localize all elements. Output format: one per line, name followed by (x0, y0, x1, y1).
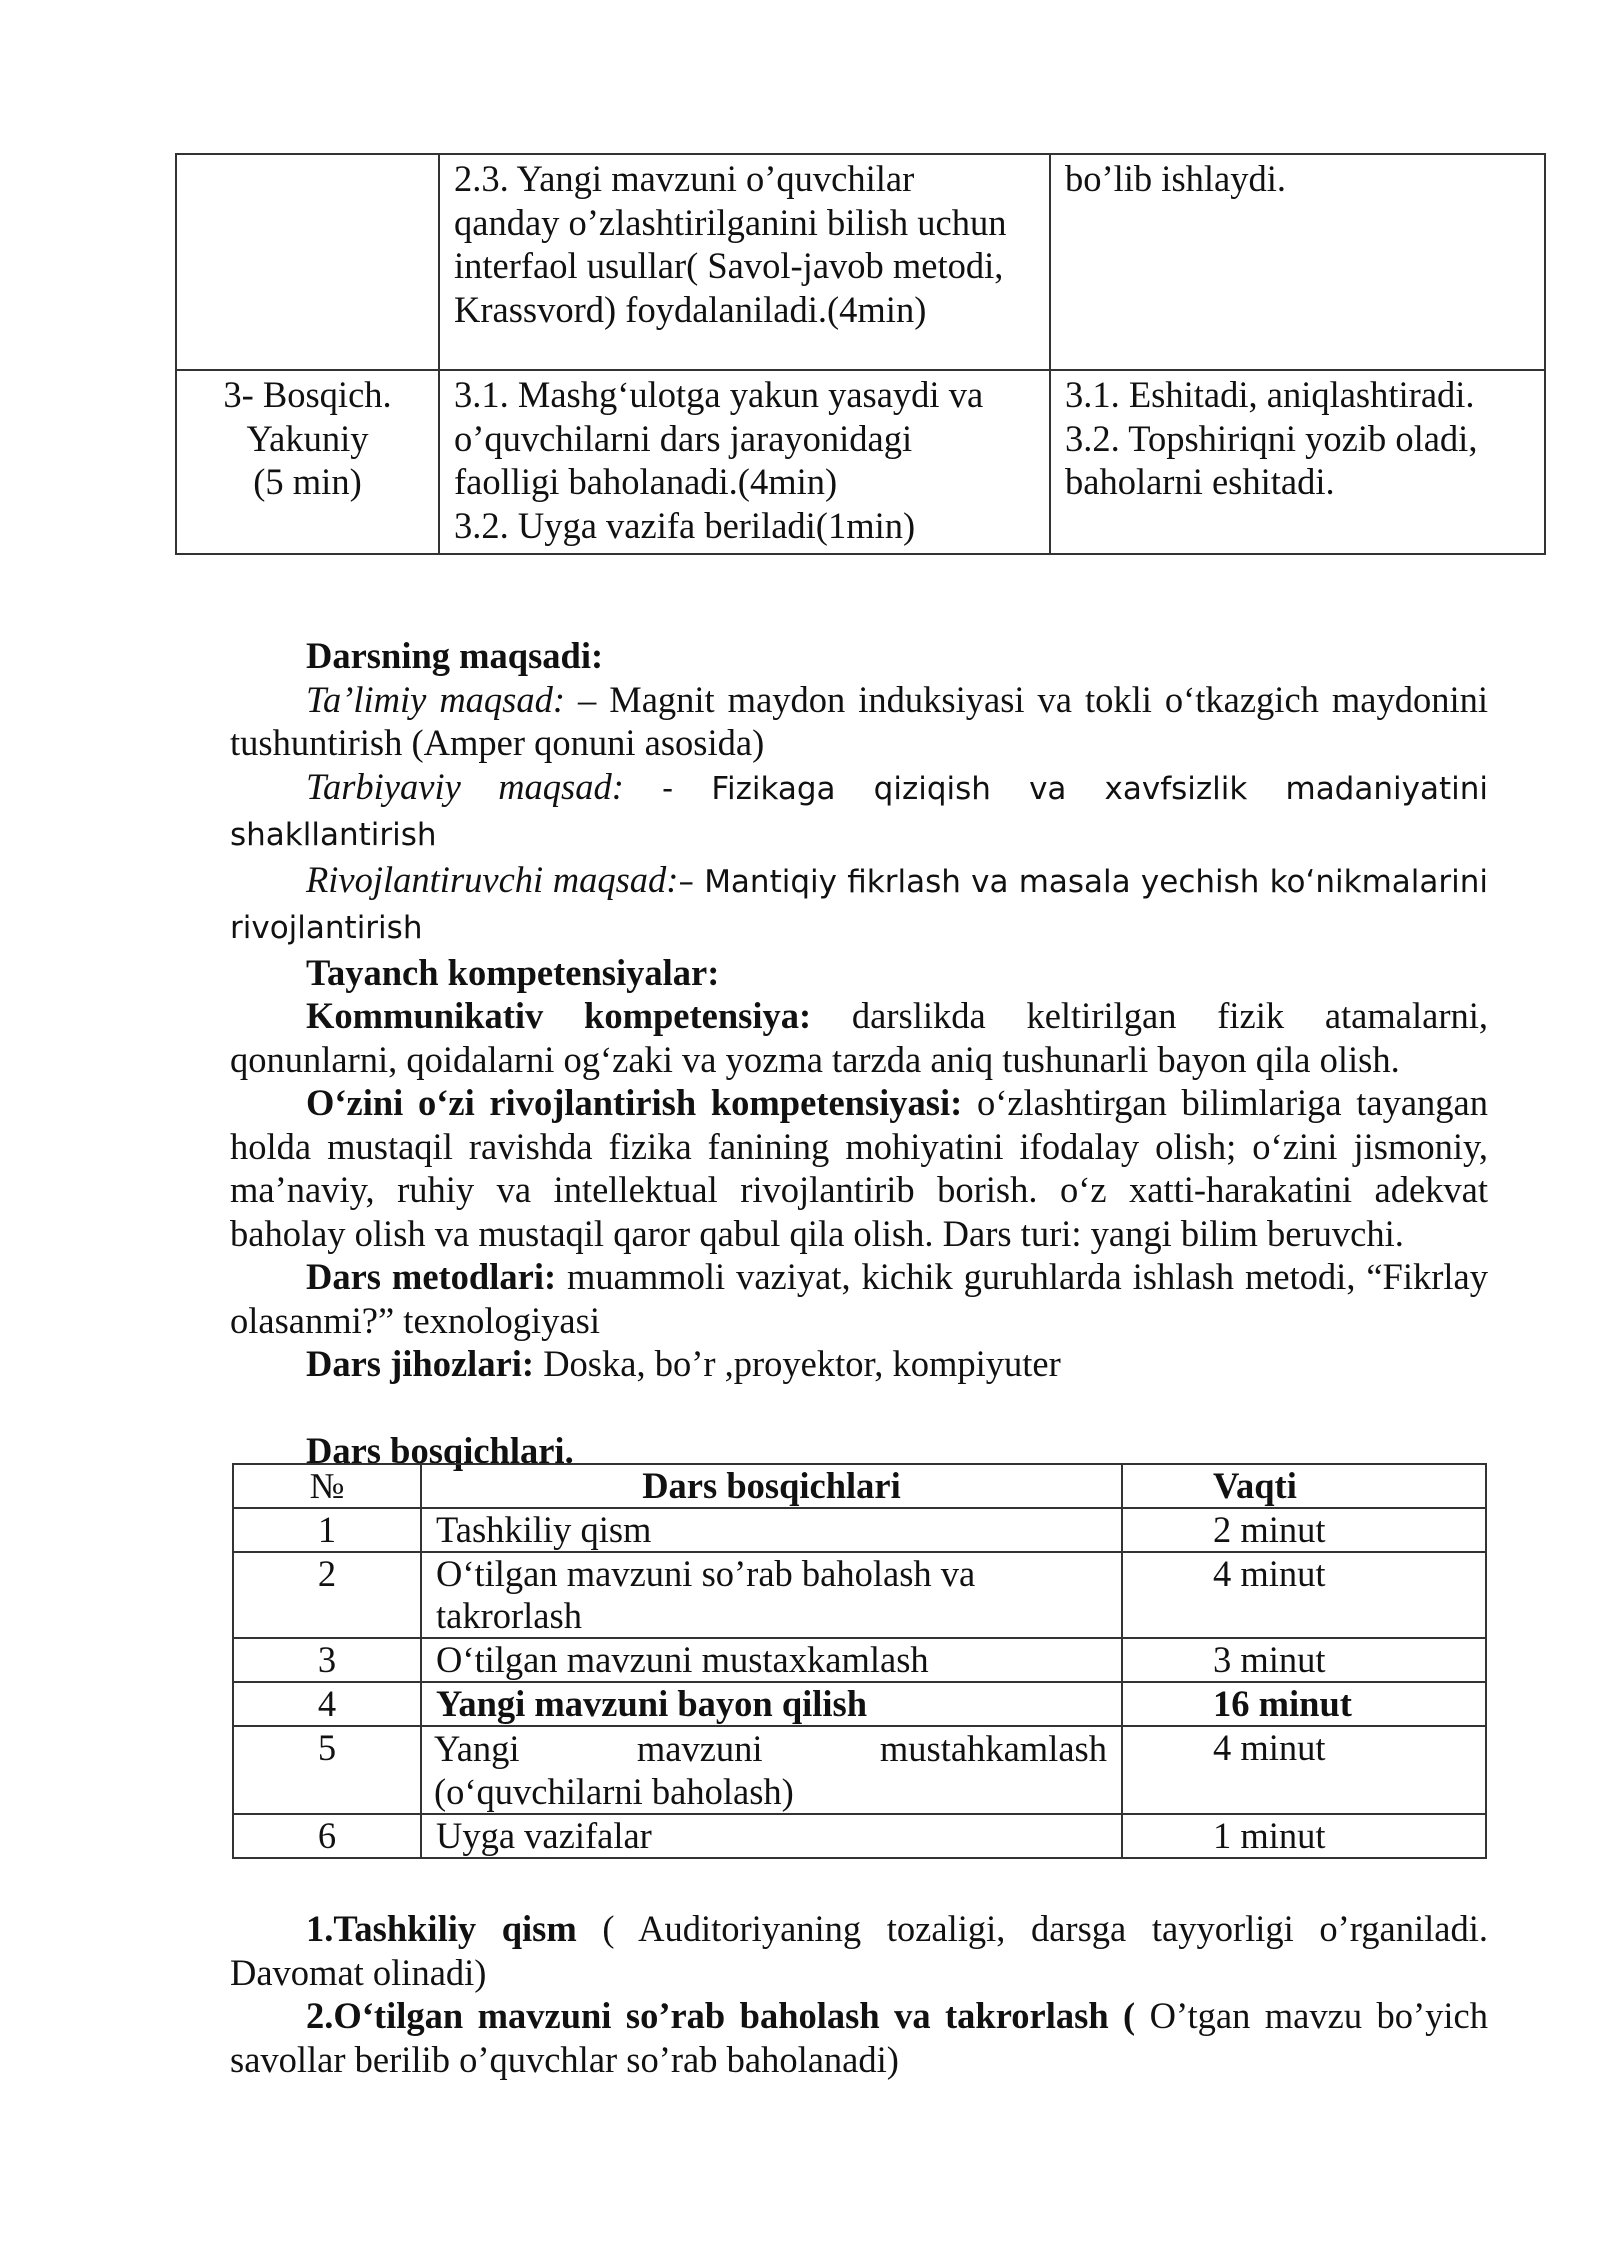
goal-label: Ta’limiy maqsad: (306, 678, 566, 720)
stages-table (232, 1463, 1487, 1859)
column-header: Vaqti (1122, 1464, 1486, 1508)
competency-label: O‘zini o‘zi rivojlantirish kompetensiyasi: (306, 1082, 963, 1123)
section-text: ( Auditoriyaning tozaligi, darsga tayyorligi o’rganiladi. Davomat olinadi) (230, 1908, 1488, 1993)
cell-number: 1 (233, 1508, 421, 1552)
competency-komm (230, 994, 1488, 1081)
goals-heading (230, 634, 1488, 678)
table-header-row (233, 1464, 1486, 1508)
competency-ozini (230, 1081, 1488, 1255)
goal-text: - Fizikaga qiziqish va xavfsizlik madaniyatini shakllantirish (230, 770, 1488, 853)
table-row (176, 154, 1545, 370)
cell-line: Krassvord) foydalaniladi.(4min) (454, 288, 927, 330)
goal-tarbiyaviy (230, 765, 1488, 858)
cell-number: 6 (233, 1814, 421, 1858)
cell-time: 3 minut (1122, 1638, 1486, 1682)
cell-line: Yakuniy (246, 417, 369, 459)
table-cell-student (1050, 154, 1545, 370)
table-row (233, 1682, 1486, 1726)
cell-time: 4 minut (1122, 1552, 1486, 1638)
cell-stage: O‘tilgan mavzuni so’rab baholash va takrorlash (421, 1552, 1122, 1638)
heading-text: Tayanch kompetensiyalar: (306, 951, 720, 993)
goal-text: – Magnit maydon induksiyasi va tokli o‘tkazgich maydonini tushuntirish (Amper qonuni asosida) (230, 678, 1489, 763)
section-otilgan (230, 1994, 1488, 2081)
section-text: O’tgan mavzu bo’yich savollar berilib o’quvchlar so’rab baholanadi) (230, 1995, 1489, 2080)
table-row (233, 1814, 1486, 1858)
goal-rivoj (230, 858, 1488, 951)
cell-line: bo’lib ishlaydi. (1065, 158, 1287, 199)
competency-text: darslikda keltirilgan fizik atamalarni, qonunlarni, qoidalarni og‘zaki va yozma tarzda aniq tushunarli bayon qila olish. (230, 995, 1488, 1080)
cell-stage: Yangi mavzuni bayon qilish (421, 1682, 1122, 1726)
table-cell-teacher (439, 370, 1050, 554)
goal-talimiy (230, 678, 1488, 765)
table-cell-stage (176, 154, 439, 370)
cell-line: 3- Bosqich. (223, 374, 392, 415)
cell-line: faolligi baholanadi.(4min) (454, 461, 838, 502)
cell-number: 2 (233, 1552, 421, 1638)
cell-time: 2 minut (1122, 1508, 1486, 1552)
cell-stage: Tashkiliy qism (421, 1508, 1122, 1552)
cell-line: 2.3. Yangi mavzuni o’quvchilar (454, 158, 915, 199)
jihoz-text: Doska, bo’r ,proyektor, kompiyuter (534, 1343, 1061, 1384)
dars-metodlari (230, 1255, 1488, 1342)
section-label: 2.O‘tilgan mavzuni so’rab baholash va takrorlash ( (306, 1995, 1136, 2036)
metod-text: muammoli vaziyat, kichik guruhlarda ishlash metodi, “Fikrlay olasanmi?” texnologiyasi (230, 1256, 1488, 1341)
cell-stage: O‘tilgan mavzuni mustaxkamlash (421, 1638, 1122, 1682)
goal-label: Tarbiyaviy maqsad: (306, 765, 624, 807)
table-row (233, 1638, 1486, 1682)
lesson-sections (230, 1907, 1488, 2081)
competency-label: Kommunikativ kompetensiya: (306, 995, 812, 1036)
table-cell-teacher (439, 154, 1050, 370)
cell-time: 16 minut (1122, 1682, 1486, 1726)
table-row (233, 1552, 1486, 1638)
lesson-flow-table (175, 153, 1546, 555)
column-header: Dars bosqichlari (421, 1464, 1122, 1508)
cell-time: 4 minut (1122, 1726, 1486, 1814)
cell-number: 4 (233, 1682, 421, 1726)
cell-line: interfaol usullar( Savol-javob metodi, (454, 245, 1004, 286)
table-row (233, 1508, 1486, 1552)
cell-line: (5 min) (253, 461, 362, 502)
lesson-goals-section (230, 634, 1488, 1473)
cell-line: baholarni eshitadi. (1065, 461, 1335, 502)
heading-text: Dars bosqichlari. (306, 1430, 574, 1471)
goal-label: Rivojlantiruvchi maqsad: (306, 858, 679, 900)
cell-stage: Uyga vazifalar (421, 1814, 1122, 1858)
heading-text: Darsning maqsadi: (306, 635, 604, 676)
table-cell-student (1050, 370, 1545, 554)
cell-line: 3.2. Topshiriqni yozib oladi, (1065, 417, 1478, 459)
cell-line: qanday o’zlashtirilganini bilish uchun (454, 201, 1007, 243)
table-row (176, 370, 1545, 554)
cell-line: 3.2. Uyga vazifa beriladi(1min) (454, 504, 916, 546)
jihoz-label: Dars jihozlari: (306, 1343, 535, 1384)
cell-time: 1 minut (1122, 1814, 1486, 1858)
competencies-heading (230, 951, 1488, 995)
section-tashkiliy (230, 1907, 1488, 1994)
dars-jihozlari (230, 1342, 1488, 1386)
cell-line: 3.1. Eshitadi, aniqlashtiradi. (1065, 374, 1475, 415)
competency-text: o‘zlashtirgan bilimlariga tayangan holda mustaqil ravishda fizika fanining mohiyatini ifodalay olish; o‘zini jismoniy, ma’naviy, ruhiy va intellektual rivojlantirib borish. o‘z xatti-harakatini adekvat baholay olish va mustaqil qaror qabul qila olish. Dars turi: yangi bilim beruvchi. (230, 1082, 1488, 1254)
table-cell-stage (176, 370, 439, 554)
cell-line: 3.1. Mashg‘ulotga yakun yasaydi va (454, 374, 984, 415)
section-label: 1.Tashkiliy qism (306, 1908, 577, 1949)
cell-number: 5 (233, 1726, 421, 1814)
cell-stage: Yangi mavzuni mustahkamlash (o‘quvchilarni baholash) (421, 1726, 1122, 1814)
cell-line: o’quvchilarni dars jarayonidagi (454, 417, 913, 459)
metod-label: Dars metodlari: (306, 1256, 557, 1297)
goal-text: – Mantiqiy fikrlash va masala yechish ko‘nikmalarini rivojlantirish (230, 863, 1488, 946)
table-row (233, 1726, 1486, 1814)
column-header: № (233, 1464, 421, 1508)
cell-number: 3 (233, 1638, 421, 1682)
